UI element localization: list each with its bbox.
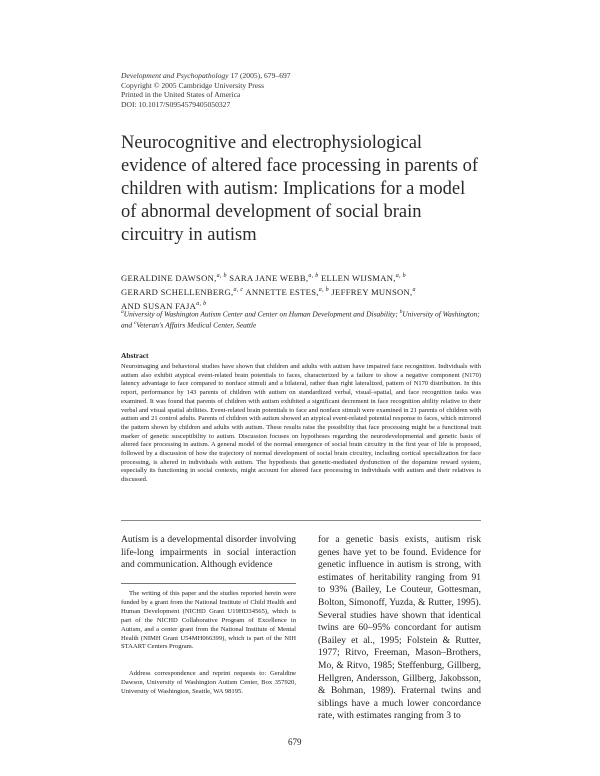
page-number: 679	[288, 737, 302, 747]
author-list	[121, 270, 481, 312]
abstract-heading: Abstract	[121, 351, 149, 360]
printed-line: Printed in the United States of America	[121, 90, 241, 100]
author: ANNETTE ESTES,	[243, 286, 319, 297]
copyright-line: Copyright © 2005 Cambridge University Press	[121, 80, 265, 90]
author: AND SUSAN FAJA	[121, 300, 197, 311]
affil-text: University of Washington Autism Center and Center on Human Development and Disability;	[123, 309, 400, 319]
affil-sup: a	[121, 309, 124, 315]
abstract-text: Neuroimaging and behavioral studies have shown that children and adults with autism have impaired face recognition. Individuals with autism also exhibit atypical event-related brain potentials to faces, characterized by a failure to show a negative component (N170) latency advantage to face compared to nonface stimuli and a bilateral, rather than right lateralized, pattern of N170 distribution. In this report, performance by 143 parents of children with autism on standardized verbal, visual–spatial, and face recognition tasks was examined. It was found that parents of children with autism exhibited a significant decrement in face recognition ability relative to their verbal and visual spatial abilities. Event-related brain potentials to face and nonface stimuli were examined in 21 parents of children with autism and 21 control adults. Parents of children with autism showed an atypical event-related potential response to faces, which mirrored the pattern shown by children and adults with autism. These results raise the possibility that face processing might be a functional trait marker of genetic susceptibility to autism. Discussion focuses on hypotheses regarding the neurodevelopmental and genetic basis of altered face processing in autism. A general model of the normal emergence of social brain circuitry in the first year of life is proposed, followed by a discussion of how the trajectory of normal development of social brain circuitry, including cortical specialization for face processing, is altered in individuals with autism. The hypothesis that genetic-mediated dysfunction of the dopamine reward system, especially its functioning in social contexts, might account for altered face processing in individuals with autism and their relatives is discussed.	[121, 363, 481, 484]
author-sup: a, b	[216, 273, 227, 279]
body-paragraph: for a genetic basis exists, autism risk genes have yet to be found. Evidence for genetic influence in autism is strong, with estimates of heritability ranging from 91 to 93% (Bailey, Le Couteur, Gottesman, Bolton, Simonoff, Yuzda, & Rutter, 1995). Several studies have shown that identical twins are 60–95% concordant for autism (Bailey et al., 1995; Folstein & Rutter, 1977; Ritvo, Freeman, Mason–Brothers, Mo, & Ritvo, 1985; Steffenburg, Gillberg, Hellgren, Andersson, Gillberg, Jakobsson, & Bohman, 1989). Fraternal twins and siblings have a much lower concordance rate, with estimates ranging from 3 to	[318, 535, 481, 722]
body-column-left	[121, 534, 296, 572]
author-sup: a, b	[318, 286, 329, 293]
footnote-divider	[121, 583, 296, 584]
journal-name: Development and Psychopathology	[121, 71, 229, 80]
author-sup: a, b	[395, 273, 406, 279]
doi-line: DOI: 10.1017/S0954579405050327	[121, 99, 231, 109]
journal-header	[121, 71, 291, 109]
paper-title: Neurocognitive and electrophysiological evidence of altered face processing in parents of children with autism: Implications for a model of abnormal development of social brain circuitry in autism	[121, 133, 478, 245]
affil-text: Veteran's Affairs Medical Center, Seattle	[136, 320, 257, 330]
author-sup: a	[412, 286, 416, 293]
affil-sup: b	[399, 309, 403, 315]
author-sup: a, b	[308, 273, 319, 279]
abstract-divider	[121, 520, 481, 521]
author: JEFFREY MUNSON,	[328, 286, 413, 297]
author: GERALDINE DAWSON,	[121, 272, 217, 283]
author: GERARD SCHELLENBERG,	[121, 286, 234, 297]
journal-citation: 17 (2005), 679–697	[230, 71, 291, 80]
author: ELLEN WIJSMAN,	[318, 272, 396, 283]
affil-text: University of Washington; and	[121, 309, 480, 330]
body-column-right	[318, 534, 481, 723]
body-paragraph: Autism is a developmental disorder involving life-long impairments in social interaction and communication. Although evidence	[121, 535, 296, 571]
affil-sup: c	[133, 320, 137, 327]
funding-footnote: The writing of this paper and the studies reported herein were funded by a grant from the National Institute of Child Health and Human Development (NICHD Grant U19HD34565), which is part of the NICHD Collaborative Program of Excellence in Autism, and a center grant from the National Institute of Mental Health (NIMH Grant U54MH066399), which is part of the NIH STAART Centers Program.	[121, 590, 296, 651]
author: SARA JANE WEBB,	[226, 272, 309, 283]
correspondence-footnote: Address correspondence and reprint requests to: Geraldine Dawson, University of Washington Autism Center, Box 357920, University of Washington, Seattle, WA 98195.	[121, 670, 296, 695]
author-sup: a, b	[196, 300, 207, 307]
author-sup: a, c	[233, 286, 244, 293]
affiliations	[121, 308, 481, 330]
